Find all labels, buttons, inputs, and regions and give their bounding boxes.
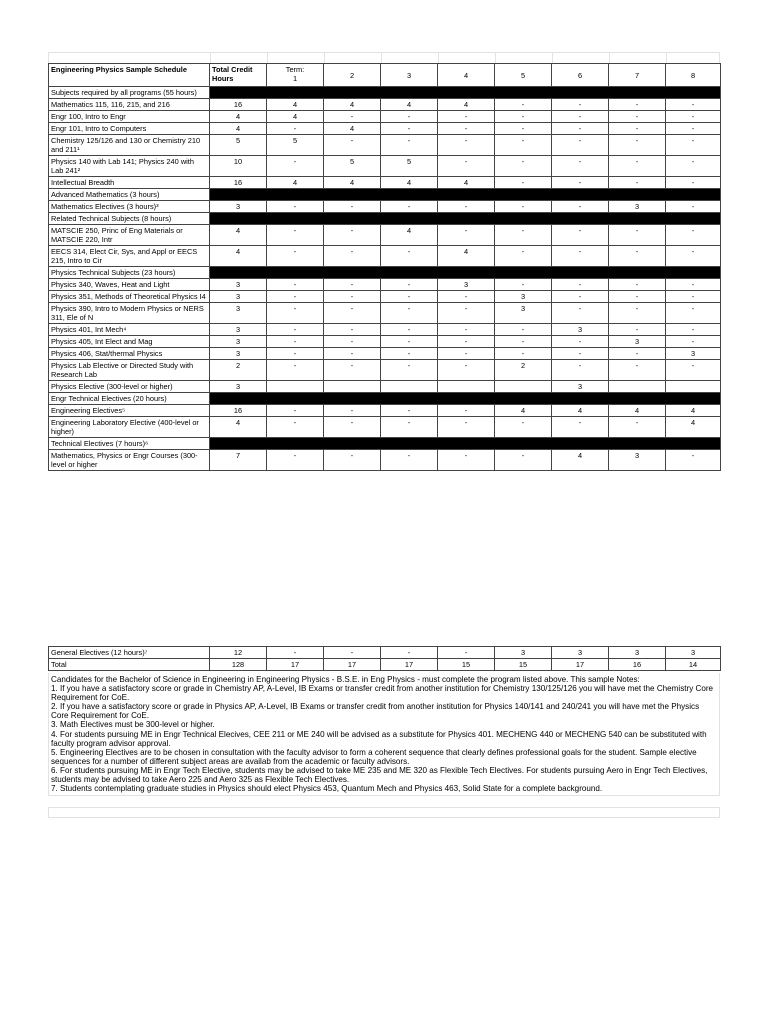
- total-credit-cell: 16: [210, 405, 267, 417]
- table-row: [49, 348, 721, 360]
- table-row: [49, 303, 721, 324]
- course-label: Physics Lab Elective or Directed Study with Research Lab: [49, 360, 210, 381]
- term-3-cell: -: [381, 348, 438, 360]
- term-6-cell: -: [552, 246, 609, 267]
- term-3-cell: -: [381, 360, 438, 381]
- term-2-cell: 4: [324, 99, 381, 111]
- course-label: Engr 101, Intro to Computers: [49, 123, 210, 135]
- term-5-header: 5: [495, 64, 552, 87]
- total-credit-cell: 10: [210, 156, 267, 177]
- term-8-cell: -: [666, 291, 721, 303]
- term-3-cell: -: [381, 291, 438, 303]
- term-2-cell: -: [324, 348, 381, 360]
- term-5-cell: 3: [495, 303, 552, 324]
- term-1-cell: -: [267, 123, 324, 135]
- spreadsheet-gridline-bottom: [48, 807, 720, 818]
- term-4-cell: -: [438, 360, 495, 381]
- section-label: Physics Technical Subjects (23 hours): [49, 267, 210, 279]
- totals-label: General Electives (12 hours)⁷: [49, 647, 210, 659]
- term-1-cell: -: [267, 303, 324, 324]
- section-header-row: [49, 393, 721, 405]
- section-label: Related Technical Subjects (8 hours): [49, 213, 210, 225]
- total-credit-cell: 4: [210, 225, 267, 246]
- table-header-row: [49, 64, 721, 87]
- term-2-cell: -: [324, 111, 381, 123]
- term-7-cell: -: [609, 225, 666, 246]
- term-6-cell: -: [552, 336, 609, 348]
- term-1-cell: -: [267, 647, 324, 659]
- section-header-row: [49, 189, 721, 201]
- term-3-cell: 5: [381, 156, 438, 177]
- term-4-cell: -: [438, 348, 495, 360]
- term-5-cell: -: [495, 225, 552, 246]
- term-3-cell: -: [381, 246, 438, 267]
- table-row: [49, 201, 721, 213]
- total-credit-cell: 3: [210, 336, 267, 348]
- term-3-cell: -: [381, 324, 438, 336]
- term-5-cell: -: [495, 111, 552, 123]
- term-8-cell: -: [666, 111, 721, 123]
- term-1-cell: -: [267, 324, 324, 336]
- course-label: Mathematics 115, 116, 215, and 216: [49, 99, 210, 111]
- term-6-cell: -: [552, 177, 609, 189]
- table-row: [49, 123, 721, 135]
- term-3-cell: 4: [381, 99, 438, 111]
- term-6-cell: -: [552, 279, 609, 291]
- term-7-cell: -: [609, 348, 666, 360]
- term-4-cell: -: [438, 450, 495, 471]
- term-2-cell: 4: [324, 177, 381, 189]
- term-6-cell: 17: [552, 659, 609, 671]
- term-7-cell: -: [609, 177, 666, 189]
- term-5-cell: -: [495, 123, 552, 135]
- total-credit-cell: 3: [210, 303, 267, 324]
- note-item: 4. For students pursuing ME in Engr Technical Elecives, CEE 211 or ME 240 will be advised as a substitute for Physics 401. MECHENG 440 or MECHENG 540 can be substituted with faculty program advisor approval.: [51, 729, 707, 748]
- total-credit-cell: 128: [210, 659, 267, 671]
- term-8-cell: -: [666, 450, 721, 471]
- table-row: [49, 246, 721, 267]
- term-2-cell: -: [324, 324, 381, 336]
- term-8-cell: -: [666, 177, 721, 189]
- term-7-cell: -: [609, 246, 666, 267]
- term-5-cell: -: [495, 156, 552, 177]
- term-8-cell: 4: [666, 405, 721, 417]
- term-3-cell: [381, 381, 438, 393]
- term-2-cell: -: [324, 450, 381, 471]
- term-3-cell: -: [381, 450, 438, 471]
- term-1-cell: 17: [267, 659, 324, 671]
- term-7-cell: 16: [609, 659, 666, 671]
- note-item: 2. If you have a satisfactory score or grade in Physics AP, A-Level, IB Exams or transfer credit from another institution for Physics 140/141 and 240/241 you will have met the Physics Core Requirement for CoE.: [51, 702, 700, 721]
- term-6-cell: -: [552, 417, 609, 438]
- term-7-cell: -: [609, 324, 666, 336]
- term-7-cell: -: [609, 360, 666, 381]
- course-label: Physics Elective (300-level or higher): [49, 381, 210, 393]
- term-8-cell: [666, 381, 721, 393]
- term-3-cell: -: [381, 111, 438, 123]
- course-label: Physics 401, Int Mech⁴: [49, 324, 210, 336]
- term-1-cell: 4: [267, 111, 324, 123]
- term-5-cell: -: [495, 450, 552, 471]
- term-8-cell: -: [666, 225, 721, 246]
- total-credit-cell: 3: [210, 348, 267, 360]
- table-row: [49, 450, 721, 471]
- term-7-cell: 4: [609, 405, 666, 417]
- term-8-header: 8: [666, 64, 721, 87]
- term-7-cell: -: [609, 279, 666, 291]
- notes-intro: Candidates for the Bachelor of Science in Engineering in Engineering Physics - B.S.E. in Eng Physics - must complete the program listed above. This sample Notes:: [51, 675, 640, 684]
- term-8-cell: -: [666, 201, 721, 213]
- term-5-cell: -: [495, 324, 552, 336]
- table-row: [49, 111, 721, 123]
- term-1-cell: 4: [267, 99, 324, 111]
- table-row: [49, 360, 721, 381]
- total-credit-cell: 3: [210, 279, 267, 291]
- term-2-cell: 4: [324, 123, 381, 135]
- term-6-cell: -: [552, 201, 609, 213]
- total-credit-cell: 4: [210, 123, 267, 135]
- term-5-cell: -: [495, 246, 552, 267]
- sample-schedule-table: [48, 63, 721, 471]
- term-4-cell: -: [438, 336, 495, 348]
- term-2-cell: -: [324, 135, 381, 156]
- term-1-cell: -: [267, 405, 324, 417]
- schedule-title: Engineering Physics Sample Schedule: [49, 64, 210, 87]
- term-1-cell: -: [267, 450, 324, 471]
- term-8-cell: -: [666, 360, 721, 381]
- table-row: [49, 177, 721, 189]
- term-3-cell: -: [381, 201, 438, 213]
- term-2-cell: -: [324, 336, 381, 348]
- course-label: Chemistry 125/126 and 130 or Chemistry 210 and 211¹: [49, 135, 210, 156]
- term-4-cell: -: [438, 111, 495, 123]
- term-7-cell: -: [609, 135, 666, 156]
- term-7-cell: 3: [609, 450, 666, 471]
- totals-table: [48, 646, 721, 671]
- term-4-cell: [438, 381, 495, 393]
- table-row: [49, 156, 721, 177]
- term-1-cell: -: [267, 336, 324, 348]
- term-8-cell: 14: [666, 659, 721, 671]
- term-2-cell: -: [324, 303, 381, 324]
- course-label: Mathematics Electives (3 hours)³: [49, 201, 210, 213]
- term-7-cell: -: [609, 156, 666, 177]
- table-row: [49, 291, 721, 303]
- term-5-cell: [495, 381, 552, 393]
- term-3-cell: -: [381, 303, 438, 324]
- term-1-cell: -: [267, 279, 324, 291]
- term-2-header: 2: [324, 64, 381, 87]
- term-4-cell: -: [438, 135, 495, 156]
- section-label: Advanced Mathematics (3 hours): [49, 189, 210, 201]
- spreadsheet-gridline-top: [48, 52, 720, 63]
- term-2-cell: -: [324, 417, 381, 438]
- term-1-cell: -: [267, 246, 324, 267]
- term-6-cell: -: [552, 99, 609, 111]
- note-item: 5. Engineering Electives are to be chosen in consultation with the faculty advisor to form a coherent sequence that clearly defines professional goals for the student. Sample elective sequences for a number of different subject areas are availab from the academic or faculty advisors.: [51, 747, 697, 766]
- term-8-cell: -: [666, 123, 721, 135]
- course-label: Physics 340, Waves, Heat and Light: [49, 279, 210, 291]
- term-5-cell: -: [495, 348, 552, 360]
- table-row: [49, 225, 721, 246]
- term-6-cell: 4: [552, 450, 609, 471]
- term-7-cell: 3: [609, 201, 666, 213]
- total-credit-cell: 3: [210, 201, 267, 213]
- total-credit-cell: 3: [210, 291, 267, 303]
- term-3-header: 3: [381, 64, 438, 87]
- course-label: EECS 314, Elect Cir, Sys, and Appl or EECS 215, Intro to Cir: [49, 246, 210, 267]
- term-4-cell: -: [438, 647, 495, 659]
- term-4-cell: -: [438, 225, 495, 246]
- course-label: Physics 405, Int Elect and Mag: [49, 336, 210, 348]
- term-4-cell: -: [438, 291, 495, 303]
- course-label: Physics 140 with Lab 141; Physics 240 with Lab 241²: [49, 156, 210, 177]
- term-7-cell: -: [609, 123, 666, 135]
- term-4-header: 4: [438, 64, 495, 87]
- section-label: Technical Electives (7 hours)⁶: [49, 438, 210, 450]
- term-5-cell: -: [495, 417, 552, 438]
- term-6-cell: -: [552, 225, 609, 246]
- term-5-cell: -: [495, 177, 552, 189]
- term-1-cell: 4: [267, 177, 324, 189]
- term-5-cell: -: [495, 201, 552, 213]
- term-6-cell: -: [552, 156, 609, 177]
- total-credit-cell: 3: [210, 324, 267, 336]
- term-8-cell: 4: [666, 417, 721, 438]
- term-3-cell: -: [381, 336, 438, 348]
- term-6-cell: 3: [552, 381, 609, 393]
- course-label: Intellectual Breadth: [49, 177, 210, 189]
- term-1-cell: -: [267, 201, 324, 213]
- table-row: [49, 417, 721, 438]
- term-2-cell: 5: [324, 156, 381, 177]
- term-1-cell: -: [267, 348, 324, 360]
- term-4-cell: -: [438, 123, 495, 135]
- term-7-cell: -: [609, 303, 666, 324]
- note-item: 3. Math Electives must be 300-level or higher.: [51, 720, 215, 730]
- term-6-cell: -: [552, 303, 609, 324]
- term-8-cell: -: [666, 279, 721, 291]
- term-3-cell: -: [381, 405, 438, 417]
- term-5-cell: 2: [495, 360, 552, 381]
- term-7-cell: 3: [609, 336, 666, 348]
- term-5-cell: -: [495, 99, 552, 111]
- note-item: 6. For students pursuing ME in Engr Tech Elective, students may be advised to take ME 235 and ME 320 as Flexible Tech Electives. For students pursuing Aero in Engr Tech Electives, students may be advised to take Aero 225 and Aero 325 as Flexible Tech Electives.: [51, 765, 708, 785]
- term-8-cell: -: [666, 336, 721, 348]
- term-4-cell: -: [438, 201, 495, 213]
- course-label: Engineering Electives⁵: [49, 405, 210, 417]
- total-credit-cell: 5: [210, 135, 267, 156]
- section-header-row: [49, 438, 721, 450]
- term-6-cell: 3: [552, 647, 609, 659]
- term-3-cell: 4: [381, 225, 438, 246]
- table-row: [49, 336, 721, 348]
- course-label: Engineering Laboratory Elective (400-level or higher): [49, 417, 210, 438]
- total-credit-cell: 16: [210, 177, 267, 189]
- term-4-cell: 4: [438, 177, 495, 189]
- term-7-cell: -: [609, 417, 666, 438]
- course-label: Engr 100, Intro to Engr: [49, 111, 210, 123]
- term-1-cell: -: [267, 360, 324, 381]
- term-2-cell: -: [324, 225, 381, 246]
- section-label: Subjects required by all programs (55 hours): [49, 87, 210, 99]
- total-credit-cell: 7: [210, 450, 267, 471]
- term-1-header: Term: 1: [267, 64, 324, 87]
- term-4-cell: -: [438, 417, 495, 438]
- term-4-cell: -: [438, 156, 495, 177]
- term-5-cell: 3: [495, 291, 552, 303]
- total-credit-hours-header: Total Credit Hours: [210, 64, 267, 87]
- term-7-cell: -: [609, 111, 666, 123]
- term-6-header: 6: [552, 64, 609, 87]
- term-4-cell: 15: [438, 659, 495, 671]
- term-2-cell: [324, 381, 381, 393]
- term-3-cell: -: [381, 279, 438, 291]
- term-5-cell: -: [495, 336, 552, 348]
- term-3-cell: -: [381, 417, 438, 438]
- term-2-cell: -: [324, 405, 381, 417]
- course-label: Mathematics, Physics or Engr Courses (300-level or higher: [49, 450, 210, 471]
- table-row: [49, 99, 721, 111]
- totals-label: Total: [49, 659, 210, 671]
- total-credit-cell: 4: [210, 111, 267, 123]
- section-header-row: [49, 213, 721, 225]
- totals-row: [49, 659, 721, 671]
- term-2-cell: -: [324, 246, 381, 267]
- course-label: Physics 351, Methods of Theoretical Physics I4: [49, 291, 210, 303]
- term-8-cell: -: [666, 303, 721, 324]
- section-divider-bar: [210, 87, 721, 99]
- term-1-cell: -: [267, 417, 324, 438]
- term-3-cell: 17: [381, 659, 438, 671]
- term-6-cell: 3: [552, 324, 609, 336]
- program-notes: [48, 673, 720, 796]
- term-7-cell: -: [609, 291, 666, 303]
- table-row: [49, 381, 721, 393]
- term-7-cell: [609, 381, 666, 393]
- term-8-cell: -: [666, 99, 721, 111]
- section-divider-bar: [210, 393, 721, 405]
- term-2-cell: 17: [324, 659, 381, 671]
- note-item: 7. Students contemplating graduate studies in Physics should elect Physics 453, Quantum Mech and Physics 463, Solid State for a complete background.: [51, 784, 603, 794]
- term-3-cell: -: [381, 647, 438, 659]
- section-label: Engr Technical Electives (20 hours): [49, 393, 210, 405]
- term-6-cell: -: [552, 348, 609, 360]
- term-5-cell: 4: [495, 405, 552, 417]
- term-8-cell: 3: [666, 348, 721, 360]
- term-4-cell: 4: [438, 246, 495, 267]
- term-7-cell: 3: [609, 647, 666, 659]
- term-2-cell: -: [324, 279, 381, 291]
- total-credit-cell: 4: [210, 246, 267, 267]
- term-8-cell: -: [666, 156, 721, 177]
- term-6-cell: -: [552, 291, 609, 303]
- term-8-cell: -: [666, 135, 721, 156]
- term-6-cell: -: [552, 111, 609, 123]
- table-row: [49, 135, 721, 156]
- term-7-cell: -: [609, 99, 666, 111]
- section-header-row: [49, 267, 721, 279]
- course-label: MATSCIE 250, Princ of Eng Materials or MATSCIE 220, Intr: [49, 225, 210, 246]
- term-2-cell: -: [324, 291, 381, 303]
- section-divider-bar: [210, 267, 721, 279]
- term-7-header: 7: [609, 64, 666, 87]
- section-divider-bar: [210, 213, 721, 225]
- course-label: Physics 406, Stat/thermal Physics: [49, 348, 210, 360]
- total-credit-cell: 4: [210, 417, 267, 438]
- term-8-cell: -: [666, 324, 721, 336]
- term-2-cell: -: [324, 647, 381, 659]
- term-6-cell: -: [552, 135, 609, 156]
- term-2-cell: -: [324, 201, 381, 213]
- section-header-row: [49, 87, 721, 99]
- section-divider-bar: [210, 438, 721, 450]
- term-4-cell: -: [438, 405, 495, 417]
- term-3-cell: -: [381, 135, 438, 156]
- table-row: [49, 405, 721, 417]
- course-label: Physics 390, Intro to Modern Physics or NERS 311, Ele of N: [49, 303, 210, 324]
- term-4-cell: 3: [438, 279, 495, 291]
- term-5-cell: 3: [495, 647, 552, 659]
- table-row: [49, 324, 721, 336]
- term-6-cell: 4: [552, 405, 609, 417]
- term-1-cell: -: [267, 291, 324, 303]
- section-divider-bar: [210, 189, 721, 201]
- term-3-cell: 4: [381, 177, 438, 189]
- term-1-cell: 5: [267, 135, 324, 156]
- term-8-cell: 3: [666, 647, 721, 659]
- term-4-cell: -: [438, 324, 495, 336]
- term-1-cell: [267, 381, 324, 393]
- term-1-cell: -: [267, 225, 324, 246]
- total-credit-cell: 12: [210, 647, 267, 659]
- term-6-cell: -: [552, 123, 609, 135]
- term-5-cell: 15: [495, 659, 552, 671]
- term-1-cell: -: [267, 156, 324, 177]
- term-8-cell: -: [666, 246, 721, 267]
- total-credit-cell: 3: [210, 381, 267, 393]
- table-row: [49, 279, 721, 291]
- term-6-cell: -: [552, 360, 609, 381]
- term-4-cell: -: [438, 303, 495, 324]
- note-item: 1. If you have a satisfactory score or grade in Chemistry AP, A-Level, IB Exams or transfer credit from another institution for Chemistry 130/125/126 you will have met the Chemistry Core Requirement for CoE.: [51, 684, 714, 703]
- total-credit-cell: 2: [210, 360, 267, 381]
- term-5-cell: -: [495, 135, 552, 156]
- term-5-cell: -: [495, 279, 552, 291]
- term-3-cell: -: [381, 123, 438, 135]
- total-credit-cell: 16: [210, 99, 267, 111]
- term-4-cell: 4: [438, 99, 495, 111]
- term-2-cell: -: [324, 360, 381, 381]
- totals-row: [49, 647, 721, 659]
